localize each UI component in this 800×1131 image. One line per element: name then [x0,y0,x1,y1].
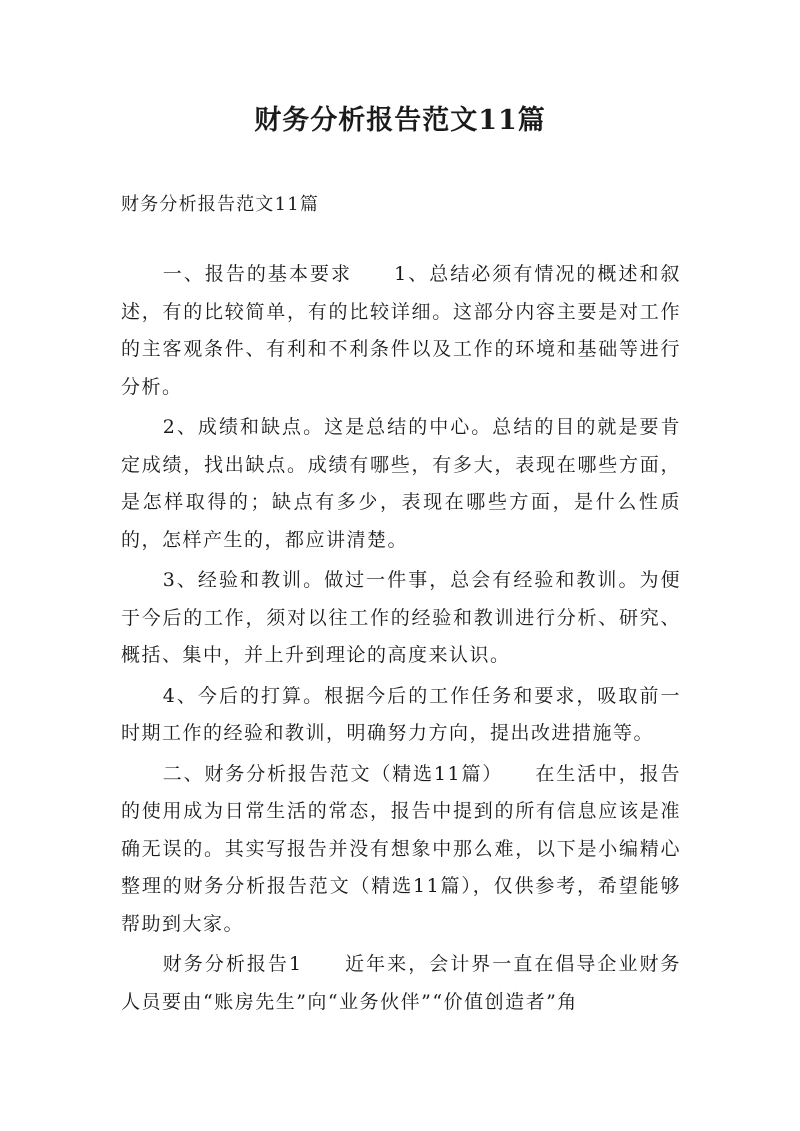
paragraph-basic-requirements: 一、报告的基本要求 1、总结必须有情况的概述和叙述，有的比较简单，有的比较详细。这部分内容主要是对工作的主客观条件、有利和不利条件以及工作的环境和基础等进行分析。 [121,263,681,398]
paragraph-report-1: 财务分析报告1 近年来，会计界一直在倡导企业财务人员要由“账房先生”向“业务伙伴”“价值创造者”角 [121,953,681,1013]
document-title: 财务分析报告范文11篇 [254,105,546,136]
paragraph-lessons: 3、经验和教训。做过一件事，总会有经验和教训。为便于今后的工作，须对以往工作的经验和教训进行分析、研究、概括、集中，并上升到理论的高度来认识。 [121,569,681,666]
paragraph-future-plans: 4、今后的打算。根据今后的工作任务和要求，吸取前一时期工作的经验和教训，明确努力方向，提出改进措施等。 [121,684,681,744]
paragraph-report-intro: 二、财务分析报告范文（精选11篇） 在生活中，报告的使用成为日常生活的常态，报告中提到的所有信息应该是准确无误的。其实写报告并没有想象中那么难，以下是小编精心整理的财务分析报告范文（精选11篇），仅供参考，希望能够帮助到大家。 [121,762,681,935]
document-subtitle: 财务分析报告范文11篇 [121,194,320,215]
paragraph-achievements: 2、成绩和缺点。这是总结的中心。总结的目的就是要肯定成绩，找出缺点。成绩有哪些，有多大，表现在哪些方面，是怎样取得的；缺点有多少，表现在哪些方面，是什么性质的，怎样产生的，都应讲清楚。 [121,416,681,551]
document-body [121,256,681,1024]
